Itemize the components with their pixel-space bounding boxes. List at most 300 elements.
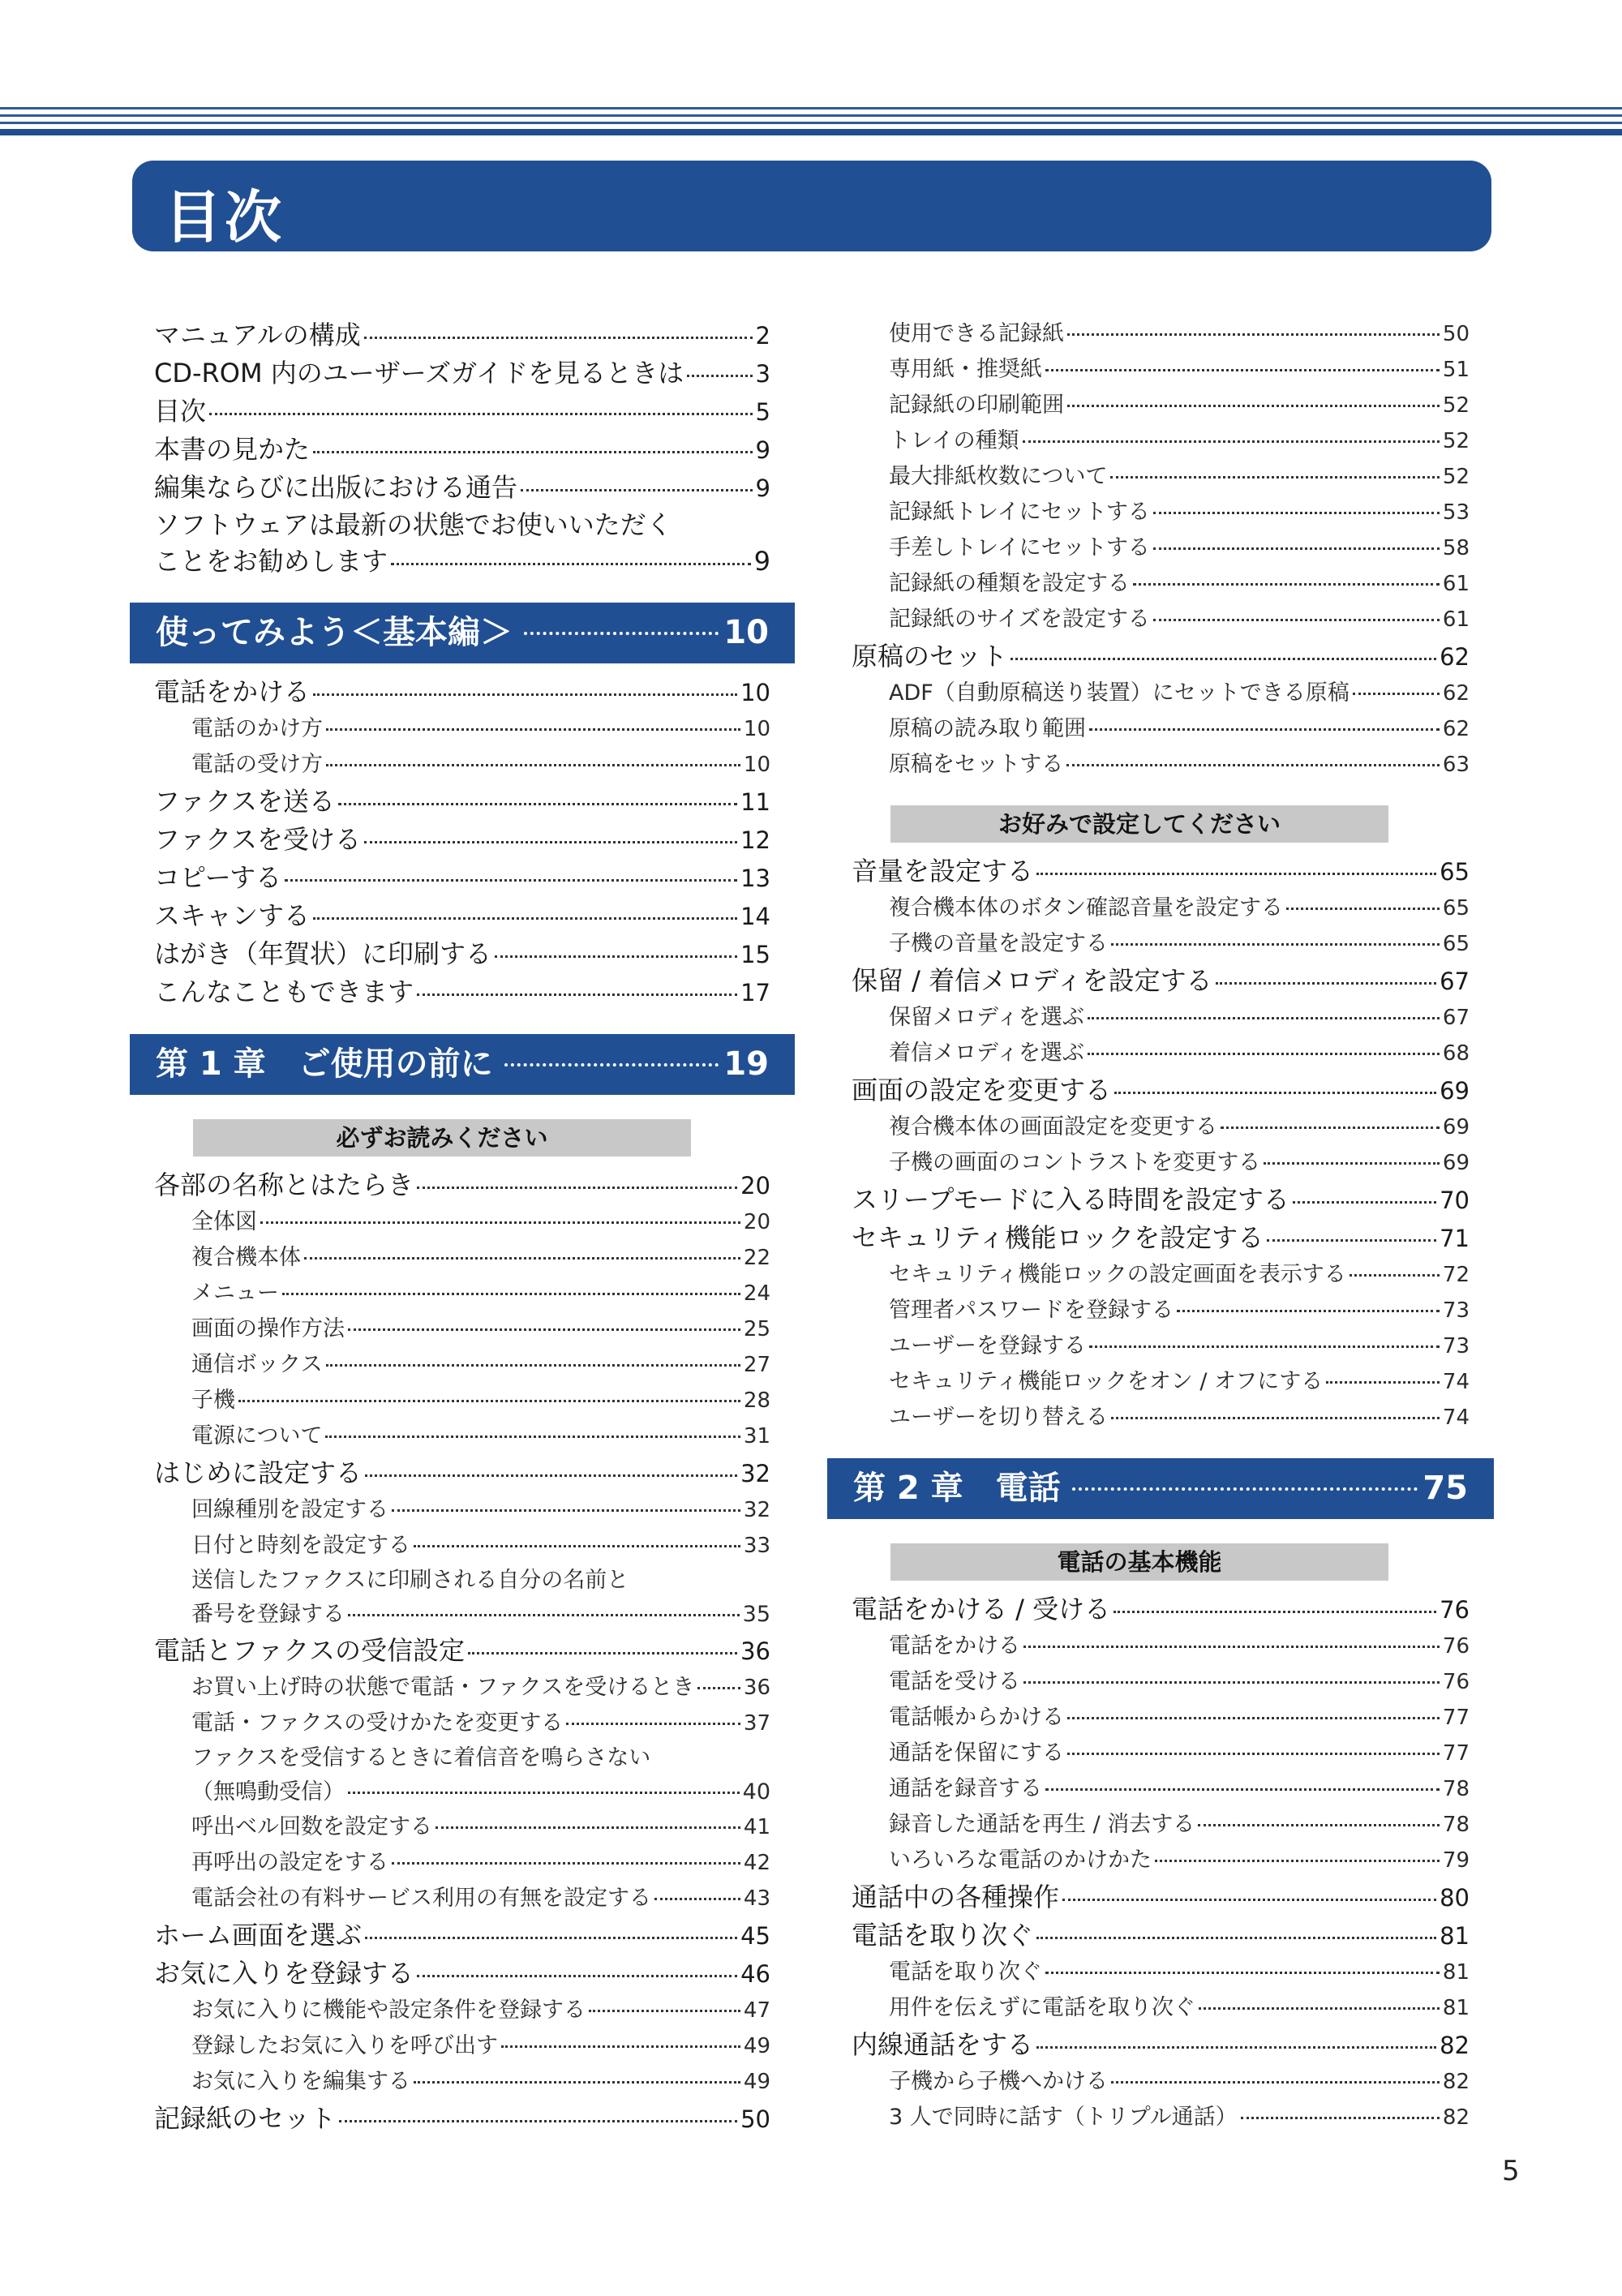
toc-entry-label: 電話を取り次ぐ	[889, 1959, 1042, 1985]
dot-leader	[687, 375, 752, 377]
toc-entry-first-line: ファクスを受信するときに着信音を鳴らさない	[191, 1745, 651, 1770]
toc-entry[interactable]	[154, 469, 770, 507]
dot-leader	[1110, 476, 1439, 479]
toc-entry-page: 9	[755, 436, 770, 464]
toc-entry-page: 69	[1440, 1077, 1470, 1105]
toc-subentry[interactable]	[852, 2064, 1470, 2100]
toc-entry-label: 通話中の各種操作	[852, 1882, 1060, 1912]
toc-subentry[interactable]	[852, 316, 1470, 352]
toc-subentry[interactable]	[154, 747, 770, 783]
dot-leader	[1326, 1381, 1440, 1384]
toc-entry-label: 子機の音量を設定する	[889, 931, 1108, 956]
toc-entry-label: 原稿をセットする	[889, 752, 1064, 777]
page-title: 目次	[165, 184, 285, 251]
dot-leader	[417, 1187, 737, 1189]
toc-entry-label: 電話のかけ方	[191, 716, 323, 741]
toc-entry-label: 電話帳からかける	[889, 1705, 1064, 1730]
toc-entry[interactable]	[852, 962, 1470, 1000]
title-banner	[132, 161, 1491, 251]
dot-leader	[1036, 2046, 1436, 2049]
dot-leader	[313, 917, 737, 920]
toc-entry-page: 17	[740, 979, 770, 1006]
toc-entry-page: 51	[1442, 358, 1470, 382]
toc-entry-page: 76	[1442, 1634, 1470, 1659]
dot-leader	[1023, 1681, 1440, 1684]
toc-entry[interactable]	[154, 859, 770, 897]
toc-entry-page: 53	[1442, 500, 1470, 525]
toc-entry-label: 記録紙の種類を設定する	[889, 571, 1130, 596]
toc-entry[interactable]	[154, 1916, 770, 1955]
dot-leader	[1350, 1274, 1440, 1277]
toc-entry-label: 記録紙の印刷範囲	[889, 393, 1064, 418]
dot-leader	[1114, 1611, 1436, 1613]
toc-entry-page: 9	[753, 546, 770, 577]
dot-leader	[1286, 908, 1440, 910]
toc-entry-label: ユーザーを切り替える	[889, 1405, 1108, 1430]
toc-subentry[interactable]	[852, 1664, 1470, 1700]
toc-entry-page: 41	[743, 1815, 770, 1839]
toc-entry-page: 5	[755, 398, 770, 426]
toc-entry-page: 61	[1442, 572, 1470, 596]
toc-entry-page: 78	[1442, 1777, 1470, 1801]
toc-entry-label: 通信ボックス	[191, 1352, 323, 1377]
toc-entry-label: いろいろな電話のかけかた	[889, 1848, 1152, 1873]
dot-leader	[392, 1862, 740, 1865]
toc-subentry[interactable]	[154, 1670, 770, 1706]
dot-leader	[348, 1792, 740, 1794]
toc-entry[interactable]	[852, 1071, 1470, 1109]
toc-entry-page: 50	[1442, 322, 1470, 346]
toc-entry-page: 79	[1442, 1848, 1470, 1873]
dot-leader	[326, 1364, 740, 1367]
toc-entry-page: 70	[1440, 1187, 1470, 1214]
toc-subentry[interactable]	[154, 1240, 770, 1276]
toc-entry[interactable]	[154, 316, 770, 354]
toc-entry-label: 最大排紙枚数について	[889, 464, 1108, 489]
toc-subentry[interactable]	[852, 1807, 1470, 1843]
chapter-title: 第 1 章 ご使用の前に	[156, 1045, 493, 1083]
toc-entry-page: 3	[755, 360, 770, 388]
toc-entry-page: 62	[1440, 643, 1470, 671]
toc-subentry[interactable]	[852, 1771, 1470, 1807]
toc-entry-label: （無鳴動受信）	[191, 1779, 345, 1805]
toc-entry[interactable]	[852, 1590, 1470, 1629]
chapter-heading[interactable]	[827, 1458, 1494, 1519]
dot-leader	[1067, 1753, 1440, 1755]
toc-entry-label: 全体図	[191, 1209, 257, 1234]
toc-subentry[interactable]	[852, 530, 1470, 566]
toc-subentry[interactable]	[852, 352, 1470, 388]
toc-entry-page: 73	[1442, 1298, 1470, 1323]
toc-entry-page: 52	[1442, 429, 1470, 453]
toc-subentry[interactable]	[852, 1328, 1470, 1364]
toc-entry[interactable]	[154, 2100, 770, 2138]
dot-leader	[348, 1328, 740, 1331]
toc-entry-page: 81	[1440, 1922, 1470, 1950]
toc-subentry[interactable]	[852, 459, 1470, 495]
toc-entry-label: セキュリティ機能ロックを設定する	[852, 1222, 1264, 1253]
dot-leader	[1293, 1201, 1436, 1204]
toc-entry-label: 電話をかける	[154, 676, 311, 707]
toc-entry-page: 63	[1442, 753, 1470, 777]
toc-entry-label: お気に入りに機能や設定条件を登録する	[191, 1998, 586, 2023]
toc-entry-label: マニュアルの構成	[154, 320, 361, 350]
toc-entry-page: 62	[1442, 717, 1470, 741]
toc-entry-label: 保留メロディを選ぶ	[889, 1005, 1084, 1030]
dot-leader	[282, 1293, 740, 1295]
dot-leader	[392, 1509, 740, 1512]
dot-leader	[325, 1436, 740, 1438]
toc-entry-label: ことをお勧めします	[154, 546, 388, 577]
toc-subentry[interactable]	[154, 1809, 770, 1845]
dot-leader	[1353, 693, 1440, 695]
toc-entry-page: 24	[743, 1281, 770, 1306]
toc-subentry[interactable]	[154, 1528, 770, 1564]
dot-leader	[1153, 619, 1440, 621]
toc-entry-label: お買い上げ時の状態で電話・ファクスを受けるとき	[191, 1675, 695, 1700]
top-decorative-rules	[0, 107, 1622, 140]
toc-entry-row	[191, 1775, 770, 1809]
toc-entry-page: 71	[1440, 1225, 1470, 1252]
toc-entry[interactable]	[154, 935, 770, 973]
toc-entry-page: 40	[742, 1779, 770, 1805]
toc-entry-page: 82	[1442, 2105, 1470, 2130]
toc-subentry[interactable]	[154, 2028, 770, 2064]
toc-entry-page: 14	[740, 903, 770, 930]
toc-entry-label: 登録したお気に入りを呼び出す	[191, 2033, 498, 2058]
toc-entry-page: 46	[740, 1960, 770, 1988]
chapter-heading[interactable]	[130, 603, 795, 663]
dot-leader	[524, 632, 719, 635]
toc-entry-label: 通話を録音する	[889, 1776, 1042, 1801]
toc-subentry[interactable]	[852, 1257, 1470, 1293]
toc-entry-label: 電話・ファクスの受けかたを変更する	[191, 1710, 564, 1736]
toc-entry[interactable]	[852, 1219, 1470, 1257]
dot-leader	[1045, 1788, 1440, 1791]
toc-entry[interactable]	[154, 1632, 770, 1670]
dot-leader	[339, 2120, 737, 2122]
toc-entry-multiline[interactable]	[154, 507, 770, 580]
toc-entry-label: 子機の画面のコントラストを変更する	[889, 1150, 1261, 1175]
toc-entry-page: 74	[1442, 1405, 1470, 1430]
toc-entry-page: 2	[755, 322, 770, 350]
toc-entry-page: 10	[740, 679, 770, 706]
toc-entry-label: 手差しトレイにセットする	[889, 535, 1150, 560]
toc-subentry[interactable]	[852, 1629, 1470, 1664]
toc-subentry[interactable]	[852, 1990, 1470, 2026]
toc-entry-page: 74	[1442, 1370, 1470, 1394]
dot-leader	[1045, 1972, 1440, 1974]
dot-leader	[414, 1545, 740, 1547]
toc-entry-page: 81	[1442, 1996, 1470, 2020]
toc-entry-page: 49	[743, 2070, 770, 2094]
dot-leader	[468, 1652, 737, 1654]
toc-entry-label: 録音した通話を再生 / 消去する	[889, 1812, 1195, 1837]
toc-entry-page: 43	[743, 1886, 770, 1911]
toc-entry-label: 呼出ベル回数を設定する	[191, 1814, 432, 1839]
toc-entry-page: 32	[743, 1498, 770, 1522]
toc-entry-page: 12	[740, 826, 770, 854]
dot-leader	[1036, 873, 1436, 875]
dot-leader	[1036, 1937, 1436, 1939]
toc-entry-label: 管理者パスワードを登録する	[889, 1298, 1174, 1323]
toc-entry-label: メニュー	[191, 1281, 279, 1306]
toc-entry-multiline[interactable]	[154, 1564, 770, 1632]
page-number: 5	[1502, 2155, 1520, 2187]
dot-leader	[417, 1975, 737, 1977]
toc-subentry[interactable]	[852, 423, 1470, 459]
toc-entry-page: 72	[1442, 1263, 1470, 1287]
toc-entry-label: 電話をかける / 受ける	[852, 1594, 1111, 1624]
dot-leader	[1072, 1487, 1418, 1491]
toc-entry-label: ファクスを受ける	[154, 824, 362, 855]
toc-subentry[interactable]	[852, 926, 1470, 962]
toc-subentry[interactable]	[154, 1311, 770, 1347]
toc-entry-label: 電話の受け方	[191, 752, 323, 777]
toc-entry-label: トレイの種類	[889, 428, 1019, 453]
toc-entry[interactable]	[154, 354, 770, 393]
chapter-heading[interactable]	[130, 1034, 795, 1095]
toc-subentry[interactable]	[154, 1706, 770, 1741]
toc-subentry[interactable]	[154, 1383, 770, 1418]
toc-entry[interactable]	[154, 973, 770, 1011]
toc-entry-label: 音量を設定する	[852, 856, 1034, 886]
toc-entry[interactable]	[852, 2026, 1470, 2064]
toc-entry-page: 32	[740, 1460, 770, 1487]
toc-entry-page: 62	[1442, 681, 1470, 706]
dot-leader	[365, 1474, 737, 1477]
toc-subentry[interactable]	[852, 1293, 1470, 1328]
toc-entry-page: 77	[1442, 1706, 1470, 1730]
toc-entry-page: 25	[743, 1317, 770, 1341]
toc-entry-page: 50	[740, 2105, 770, 2133]
toc-entry[interactable]	[154, 821, 770, 859]
toc-entry-page: 52	[1442, 393, 1470, 418]
dot-leader	[1114, 1092, 1436, 1094]
toc-entry-label: 電話とファクスの受信設定	[154, 1635, 466, 1666]
toc-subentry[interactable]	[852, 1000, 1470, 1036]
toc-entry-label: お気に入りを登録する	[154, 1958, 414, 1989]
toc-entry-page: 81	[1442, 1960, 1470, 1985]
toc-entry-page: 80	[1440, 1884, 1470, 1912]
toc-entry-label: 子機	[191, 1388, 235, 1413]
dot-leader	[1023, 440, 1440, 443]
toc-subentry[interactable]	[852, 1955, 1470, 1990]
toc-entry-page: 65	[1442, 896, 1470, 921]
toc-subentry[interactable]	[154, 711, 770, 747]
dot-leader	[1088, 1017, 1440, 1019]
dot-leader	[238, 1400, 740, 1402]
toc-subentry[interactable]	[852, 1109, 1470, 1145]
toc-entry-label: 再呼出の設定をする	[191, 1850, 388, 1875]
dot-leader	[1153, 512, 1440, 514]
dot-leader	[391, 563, 751, 565]
toc-subentry[interactable]	[154, 1418, 770, 1454]
toc-entry-label: セキュリティ機能ロックをオン / オフにする	[889, 1369, 1324, 1394]
toc-entry[interactable]	[154, 393, 770, 431]
toc-left-column	[154, 316, 770, 2138]
dot-leader	[1111, 2081, 1440, 2084]
toc-subentry[interactable]	[852, 2100, 1470, 2135]
toc-entry-page: 28	[743, 1388, 770, 1413]
toc-subentry[interactable]	[852, 711, 1470, 747]
toc-entry-label: はじめに設定する	[154, 1457, 363, 1488]
toc-entry-label: 電源について	[191, 1423, 323, 1448]
toc-entry-first-line: 送信したファクスに印刷される自分の名前と	[191, 1568, 629, 1593]
toc-subentry[interactable]	[154, 1993, 770, 2028]
toc-entry-label: 通話を保留にする	[889, 1740, 1064, 1766]
toc-entry[interactable]	[852, 637, 1470, 676]
toc-subentry[interactable]	[154, 2064, 770, 2100]
toc-entry-label: 電話を取り次ぐ	[852, 1920, 1034, 1951]
toc-subentry[interactable]	[154, 1492, 770, 1528]
toc-subentry[interactable]	[852, 891, 1470, 926]
dot-leader	[1111, 943, 1440, 946]
dot-leader	[1153, 547, 1440, 550]
toc-entry-label: 着信メロディを選ぶ	[889, 1041, 1084, 1066]
toc-entry-page: 58	[1442, 536, 1470, 560]
toc-entry-label: 用件を伝えずに電話を取り次ぐ	[889, 1995, 1195, 2020]
toc-entry[interactable]	[852, 852, 1470, 891]
toc-entry[interactable]	[852, 1181, 1470, 1219]
dot-leader	[1067, 405, 1440, 407]
toc-entry[interactable]	[154, 1454, 770, 1492]
toc-entry-label: はがき（年賀状）に印刷する	[154, 938, 492, 969]
dot-leader	[1011, 658, 1436, 660]
toc-entry-page: 11	[740, 788, 770, 816]
dot-leader	[1045, 369, 1440, 371]
dot-leader	[338, 803, 737, 805]
toc-entry-label: お気に入りを編集する	[191, 2069, 410, 2094]
chapter-page: 75	[1422, 1470, 1468, 1507]
toc-entry-page: 61	[1442, 607, 1470, 632]
toc-subentry[interactable]	[852, 1700, 1470, 1736]
dot-leader	[364, 841, 737, 843]
toc-entry-page: 78	[1442, 1813, 1470, 1837]
toc-entry-label: 記録紙のサイズを設定する	[889, 607, 1150, 632]
dot-leader	[1111, 1417, 1440, 1419]
toc-entry-page: 36	[743, 1676, 770, 1700]
toc-entry-page: 76	[1442, 1670, 1470, 1694]
dot-leader	[436, 1826, 740, 1829]
toc-entry-page: 73	[1442, 1334, 1470, 1358]
toc-entry-label: 電話を受ける	[889, 1669, 1020, 1694]
toc-subentry[interactable]	[154, 1204, 770, 1240]
toc-entry-label: 各部の名称とはたらき	[154, 1169, 414, 1200]
toc-entry-multiline[interactable]	[154, 1741, 770, 1809]
subsection-heading: 電話の基本機能	[890, 1543, 1388, 1581]
toc-entry-label: 電話会社の有料サービス利用の有無を設定する	[191, 1886, 651, 1911]
dot-leader	[285, 879, 737, 882]
toc-subentry[interactable]	[852, 1145, 1470, 1181]
dot-leader	[1066, 764, 1440, 766]
dot-leader	[566, 1723, 740, 1725]
subsection-heading: 必ずお読みください	[193, 1119, 691, 1157]
toc-entry-page: 10	[743, 753, 770, 777]
toc-entry[interactable]	[154, 1166, 770, 1204]
toc-entry[interactable]	[154, 673, 770, 711]
toc-subentry[interactable]	[852, 676, 1470, 711]
toc-subentry[interactable]	[852, 1736, 1470, 1771]
toc-entry-page: 37	[743, 1711, 770, 1736]
dot-leader	[589, 2010, 740, 2012]
dot-leader	[417, 994, 737, 996]
dot-leader	[1062, 1899, 1436, 1901]
toc-entry-label: 保留 / 着信メロディを設定する	[852, 965, 1212, 996]
toc-entry-label: 複合機本体	[191, 1245, 301, 1270]
toc-subentry[interactable]	[852, 1364, 1470, 1400]
toc-subentry[interactable]	[154, 1845, 770, 1881]
toc-entry-label: 原稿の読み取り範囲	[889, 716, 1086, 741]
toc-subentry[interactable]	[852, 495, 1470, 530]
subsection-heading: お好みで設定してください	[890, 805, 1388, 843]
dot-leader	[304, 1257, 740, 1260]
toc-entry-label: 子機から子機へかける	[889, 2069, 1108, 2094]
dot-leader	[697, 1687, 740, 1689]
dot-leader	[521, 489, 753, 491]
toc-entry-label: 電話をかける	[889, 1633, 1020, 1659]
toc-entry-page: 47	[743, 1998, 770, 2023]
dot-leader	[326, 764, 740, 766]
toc-entry-label: 画面の設定を変更する	[852, 1075, 1112, 1105]
toc-subentry[interactable]	[852, 388, 1470, 423]
toc-entry-page: 36	[740, 1637, 770, 1665]
toc-entry[interactable]	[154, 783, 770, 821]
toc-entry-page: 22	[743, 1246, 770, 1270]
toc-entry-page: 9	[755, 474, 770, 502]
dot-leader	[365, 1937, 737, 1939]
toc-entry[interactable]	[154, 1955, 770, 1993]
dot-leader	[1088, 1053, 1440, 1055]
toc-subentry[interactable]	[154, 1276, 770, 1311]
toc-entry-page: 67	[1440, 968, 1470, 995]
dot-leader	[260, 1221, 740, 1224]
toc-subentry[interactable]	[154, 1347, 770, 1383]
toc-entry-label: CD-ROM 内のユーザーズガイドを見るときは	[154, 358, 684, 388]
toc-subentry[interactable]	[852, 1400, 1470, 1436]
dot-leader	[313, 451, 753, 453]
toc-subentry[interactable]	[852, 1036, 1470, 1071]
toc-entry-label: 目次	[154, 396, 207, 427]
toc-entry-page: 65	[1440, 858, 1470, 886]
dot-leader	[1198, 1824, 1440, 1826]
toc-subentry[interactable]	[852, 602, 1470, 637]
toc-entry-page: 45	[740, 1922, 770, 1950]
toc-entry-label: 専用紙・推奨紙	[889, 357, 1042, 382]
toc-entry-label: スキャンする	[154, 900, 311, 931]
dot-leader	[1216, 982, 1437, 985]
dot-leader	[504, 1063, 719, 1066]
toc-entry-label: 複合機本体のボタン確認音量を設定する	[889, 895, 1283, 921]
toc-entry-page: 27	[743, 1353, 770, 1377]
toc-subentry[interactable]	[852, 1843, 1470, 1878]
toc-entry[interactable]	[852, 1916, 1470, 1955]
toc-entry-label: 回線種別を設定する	[191, 1497, 388, 1522]
toc-subentry[interactable]	[852, 747, 1470, 783]
toc-entry[interactable]	[852, 1878, 1470, 1916]
dot-leader	[1264, 1162, 1440, 1165]
toc-entry-page: 42	[743, 1851, 770, 1875]
toc-entry[interactable]	[154, 897, 770, 935]
dot-leader	[1089, 728, 1440, 731]
toc-subentry[interactable]	[852, 566, 1470, 602]
toc-subentry[interactable]	[154, 1881, 770, 1916]
toc-entry[interactable]	[154, 431, 770, 469]
toc-entry-first-line: ソフトウェアは最新の状態でお使いいただく	[154, 509, 672, 540]
dot-leader	[501, 2045, 740, 2048]
toc-entry-label: 使用できる記録紙	[889, 321, 1064, 346]
toc-entry-page: 20	[743, 1210, 770, 1234]
